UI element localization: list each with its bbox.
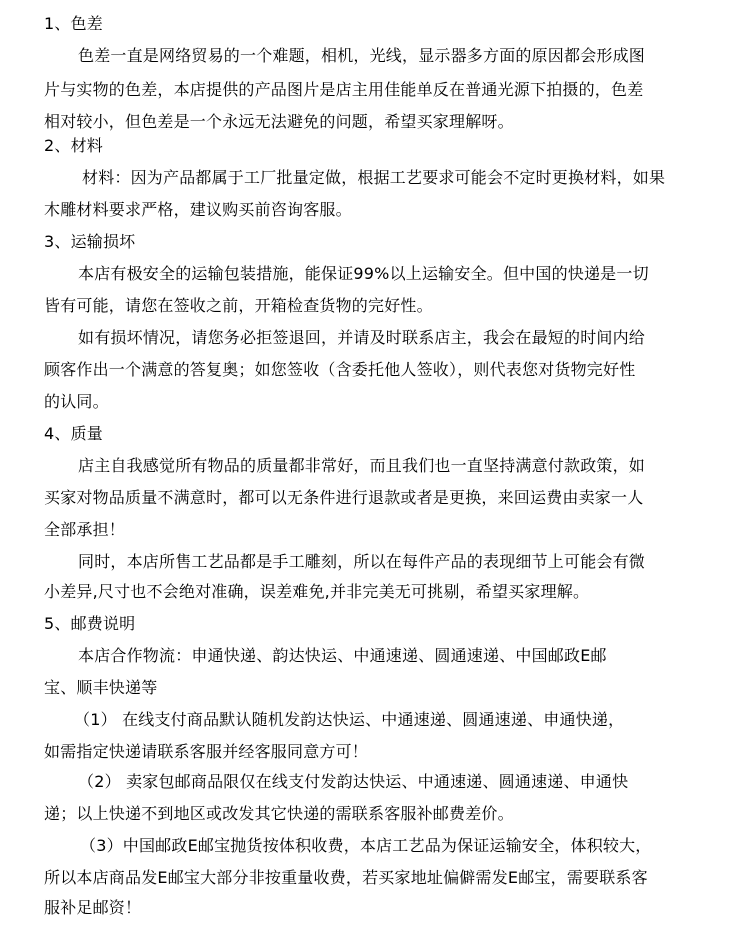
section-heading-quality: 4、质量 xyxy=(44,424,103,443)
paragraph-line: 所以本店商品发E邮宝大部分非按重量收费，若买家地址偏僻需发E邮宝，需要联系客 xyxy=(44,868,648,887)
section-heading-postage: 5、邮费说明 xyxy=(44,614,136,633)
paragraph-line: 相对较小，但色差是一个永远无法避免的问题，希望买家理解呀。 xyxy=(44,112,514,131)
paragraph-line: 如需指定快递请联系客服并经客服同意方可！ xyxy=(44,742,369,761)
paragraph-line: 皆有可能，请您在签收之前，开箱检查货物的完好性。 xyxy=(44,296,433,315)
paragraph-line: 如有损坏情况，请您务必拒签退回，并请及时联系店主，我会在最短的时间内给 xyxy=(78,328,646,347)
section-heading-shipping-damage: 3、运输损坏 xyxy=(44,232,136,251)
paragraph-line: 木雕材料要求严格，建议购买前咨询客服。 xyxy=(44,200,352,219)
paragraph-line: 宝、顺丰快递等 xyxy=(44,678,158,697)
paragraph-line: 的认同。 xyxy=(44,392,109,411)
paragraph-line: （3）中国邮政E邮宝抛货按体积收费，本店工艺品为保证运输安全，体积较大， xyxy=(80,836,652,855)
paragraph-line: 顾客作出一个满意的答复奥；如您签收（含委托他人签收），则代表您对货物完好性 xyxy=(44,360,636,379)
paragraph-line: 店主自我感觉所有物品的质量都非常好，而且我们也一直坚持满意付款政策，如 xyxy=(78,456,646,475)
paragraph-line: 色差一直是网络贸易的一个难题，相机，光线，显示器多方面的原因都会形成图 xyxy=(78,46,646,65)
paragraph-line: 递；以上快递不到地区或改发其它快递的需联系客服补邮费差价。 xyxy=(44,804,514,823)
paragraph-line: 服补足邮资！ xyxy=(44,898,142,917)
paragraph-line: 本店合作物流：申通快递、韵达快运、中通速递、圆通速递、中国邮政E邮 xyxy=(78,646,607,665)
paragraph-line: 全部承担！ xyxy=(44,520,126,539)
section-heading-color-difference: 1、色差 xyxy=(44,14,103,33)
paragraph-line: （2） 卖家包邮商品限仅在线支付发韵达快运、中通速递、圆通速递、申通快 xyxy=(78,772,629,791)
paragraph-line: （1） 在线支付商品默认随机发韵达快运、中通速递、圆通速递、申通快递， xyxy=(74,710,625,729)
paragraph-line: 同时，本店所售工艺品都是手工雕刻，所以在每件产品的表现细节上可能会有微 xyxy=(78,552,646,571)
paragraph-line: 买家对物品质量不满意时，都可以无条件进行退款或者是更换，来回运费由卖家一人 xyxy=(44,488,644,507)
paragraph-line: 材料：因为产品都属于工厂批量定做，根据工艺要求可能会不定时更换材料，如果 xyxy=(82,168,666,187)
paragraph-line: 本店有极安全的运输包装措施，能保证99%以上运输安全。但中国的快递是一切 xyxy=(78,264,649,283)
section-heading-material: 2、材料 xyxy=(44,136,103,155)
paragraph-line: 片与实物的色差，本店提供的产品图片是店主用佳能单反在普通光源下拍摄的，色差 xyxy=(44,80,644,99)
paragraph-line: 小差异,尺寸也不会绝对准确，误差难免,并非完美无可挑剔，希望买家理解。 xyxy=(44,582,590,601)
